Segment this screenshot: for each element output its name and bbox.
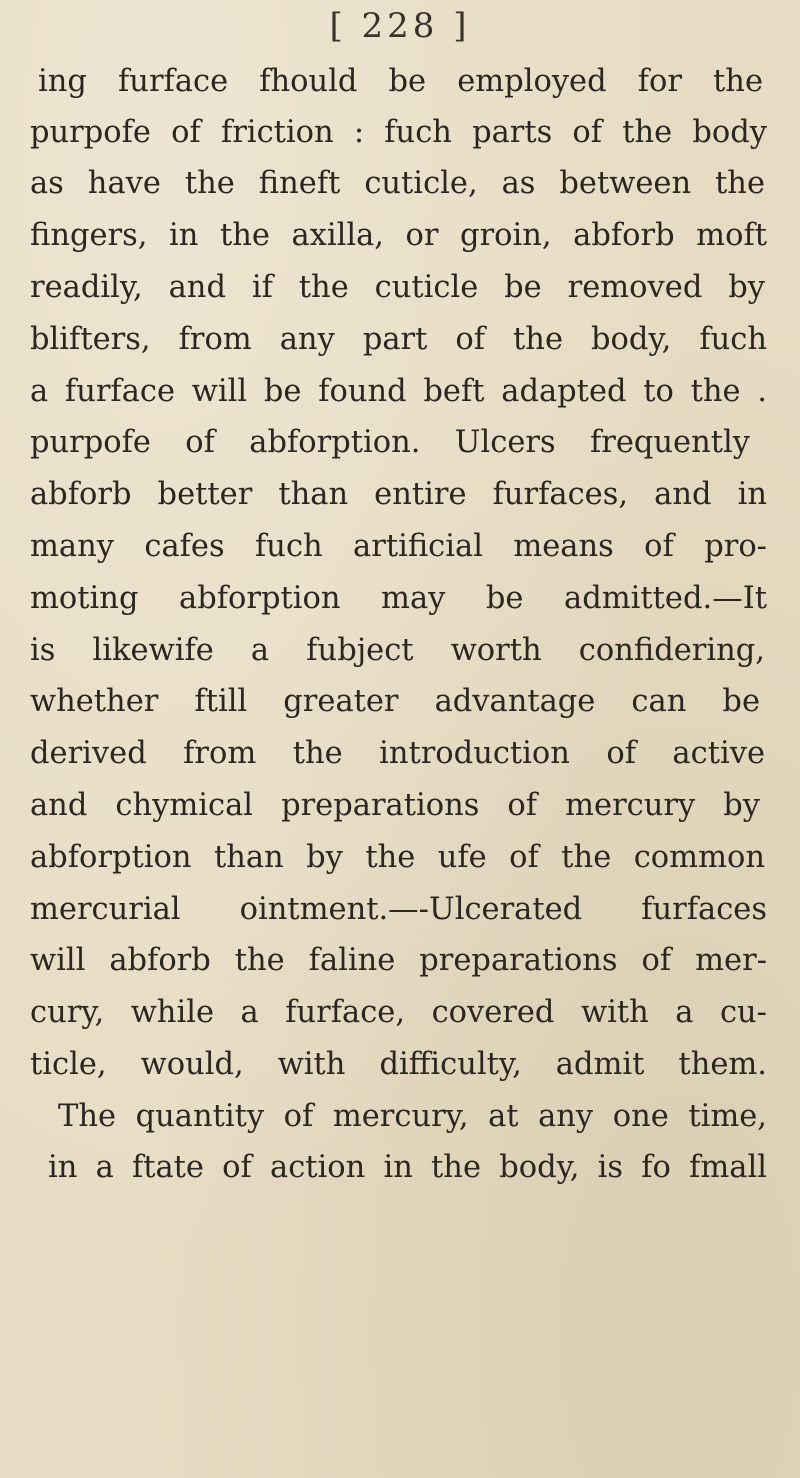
text-line: derived from the introduction of active bbox=[30, 736, 765, 771]
text-line: moting abforption may be admitted.—It bbox=[30, 581, 767, 616]
text-line: whether ftill greater advantage can be bbox=[30, 684, 760, 719]
text-line: abforption than by the ufe of the common bbox=[30, 840, 765, 875]
text-line: is likewife a fubject worth confidering, bbox=[30, 633, 765, 668]
text-line: cury, while a furface, covered with a cu- bbox=[30, 995, 767, 1030]
text-line: The quantity of mercury, at any one time, bbox=[58, 1099, 767, 1134]
text-line: in a ftate of action in the body, is fo fmall bbox=[48, 1150, 767, 1185]
text-line: and chymical preparations of mercury by bbox=[30, 788, 760, 823]
text-line: as have the fineft cuticle, as between the bbox=[30, 166, 765, 201]
text-line: ticle, would, with difficulty, admit them. bbox=[30, 1047, 767, 1082]
text-line: mercurial ointment.—-Ulcerated furfaces bbox=[30, 892, 767, 927]
text-line: readily, and if the cuticle be removed by bbox=[30, 270, 765, 305]
text-line: ing furface fhould be employed for the bbox=[38, 64, 763, 99]
text-line: will abforb the faline preparations of mer- bbox=[30, 943, 767, 978]
text-line: fingers, in the axilla, or groin, abforb moft bbox=[30, 218, 767, 253]
text-line: purpofe of abforption. Ulcers frequently bbox=[30, 425, 750, 460]
text-line: blifters, from any part of the body, fuch bbox=[30, 322, 767, 357]
text-line: a furface will be found beft adapted to the . bbox=[30, 374, 767, 409]
text-line: abforb better than entire furfaces, and in bbox=[30, 477, 767, 512]
text-line: purpofe of friction : fuch parts of the body bbox=[30, 115, 767, 150]
text-line: many cafes fuch artificial means of pro- bbox=[30, 529, 767, 564]
page-number: [ 228 ] bbox=[329, 6, 471, 46]
